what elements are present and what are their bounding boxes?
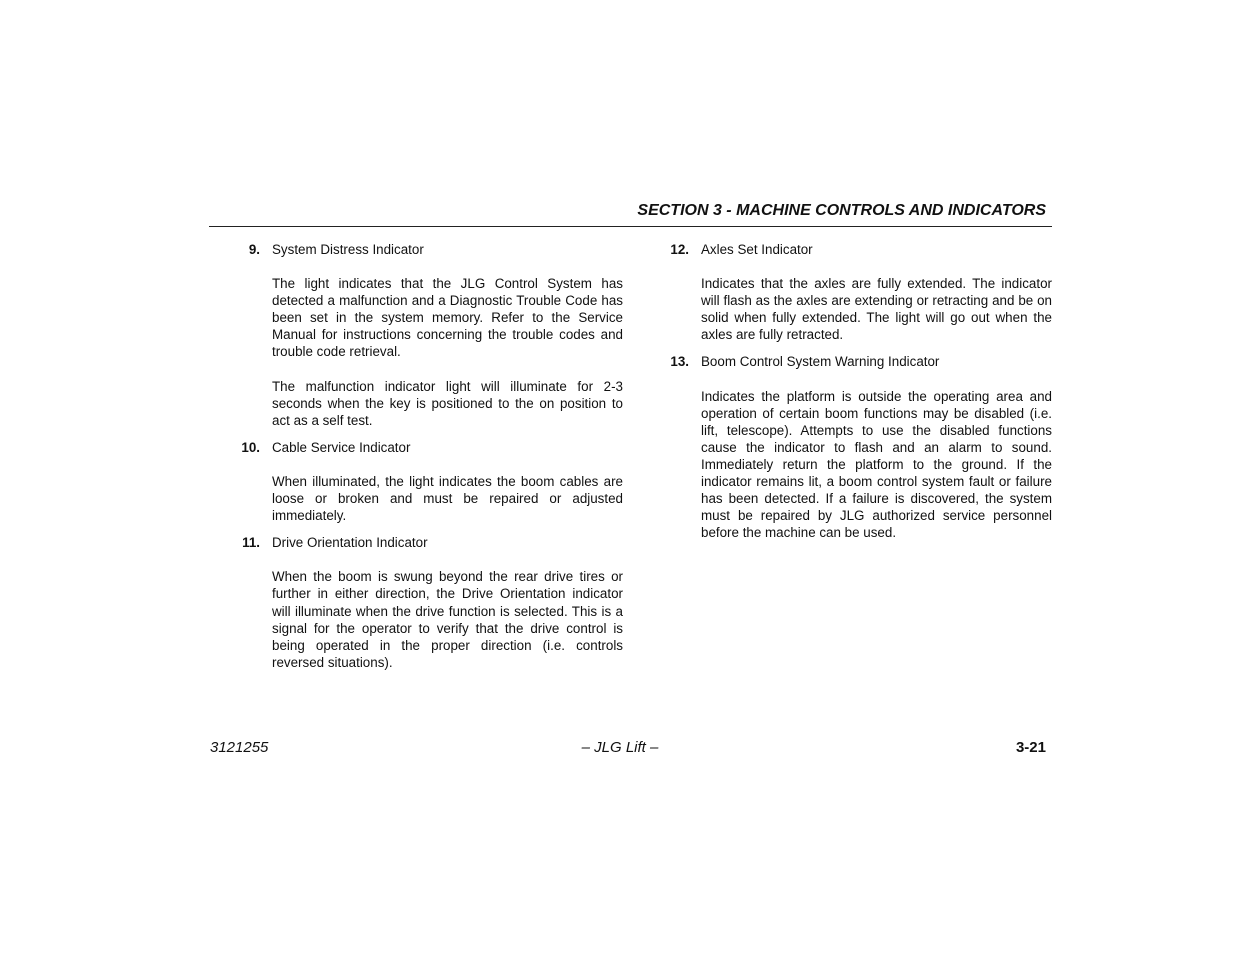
item-paragraph: The malfunction indicator light will illuminate for 2-3 seconds when the key is positioned to the on position to act as a self test. <box>272 378 623 428</box>
right-column <box>670 241 1052 541</box>
item-paragraph: The light indicates that the JLG Control System has detected a malfunction and a Diagnostic Trouble Code has been set in the system memory. Refer to the Service Manual for instructions concerning the trouble codes and trouble code retrieval. <box>272 276 623 360</box>
item-title: Drive Orientation Indicator <box>272 535 428 551</box>
item-number: 11. <box>242 535 260 551</box>
list-item-10 <box>241 439 623 524</box>
left-column <box>241 241 623 671</box>
item-number: 13. <box>670 354 689 370</box>
item-number: 9. <box>248 242 260 257</box>
item-title: System Distress Indicator <box>272 242 424 257</box>
item-paragraph: Indicates the platform is outside the operating area and operation of certain boom functions may be disabled (i.e. lift, telescope). Attempts to use the disabled functions cause the indicator to flash and an alarm to sound. Immediately return the platform to the ground. If the indicator remains lit, a boom control system fault or failure has been detected. If a failure is discovered, the system must be repaired by JLG authorized service personnel before the machine can be used. <box>701 388 1052 541</box>
item-title: Boom Control System Warning Indicator <box>701 354 940 370</box>
footer-doc-number: 3121255 <box>210 739 269 756</box>
page-number: 3-21 <box>1015 739 1046 756</box>
item-number: 12. <box>670 242 689 257</box>
list-item-11 <box>242 534 623 671</box>
section-title: SECTION 3 - MACHINE CONTROLS AND INDICATORS <box>637 202 1046 219</box>
list-item-9 <box>248 241 623 429</box>
list-item-12 <box>670 241 1052 343</box>
item-paragraph: When illuminated, the light indicates the boom cables are loose or broken and must be repaired or adjusted immediately. <box>272 473 623 524</box>
item-paragraph: Indicates that the axles are fully extended. The indicator will flash as the axles are extending or retracting and be on solid when fully extended. The light will go out when the axles are fully retracted. <box>701 276 1052 343</box>
item-number: 10. <box>241 439 260 455</box>
list-item-13 <box>670 353 1052 541</box>
item-title: Cable Service Indicator <box>272 439 411 455</box>
item-paragraph: When the boom is swung beyond the rear drive tires or further in either direction, the Drive Orientation indicator will illuminate when the drive function is selected. This is a signal for the operator to verify that the drive control is being operated in the proper direction (i.e. controls reversed situations). <box>272 569 623 670</box>
item-title: Axles Set Indicator <box>701 242 813 257</box>
footer-publisher: – JLG Lift – <box>581 739 659 756</box>
header-divider <box>209 226 1052 227</box>
